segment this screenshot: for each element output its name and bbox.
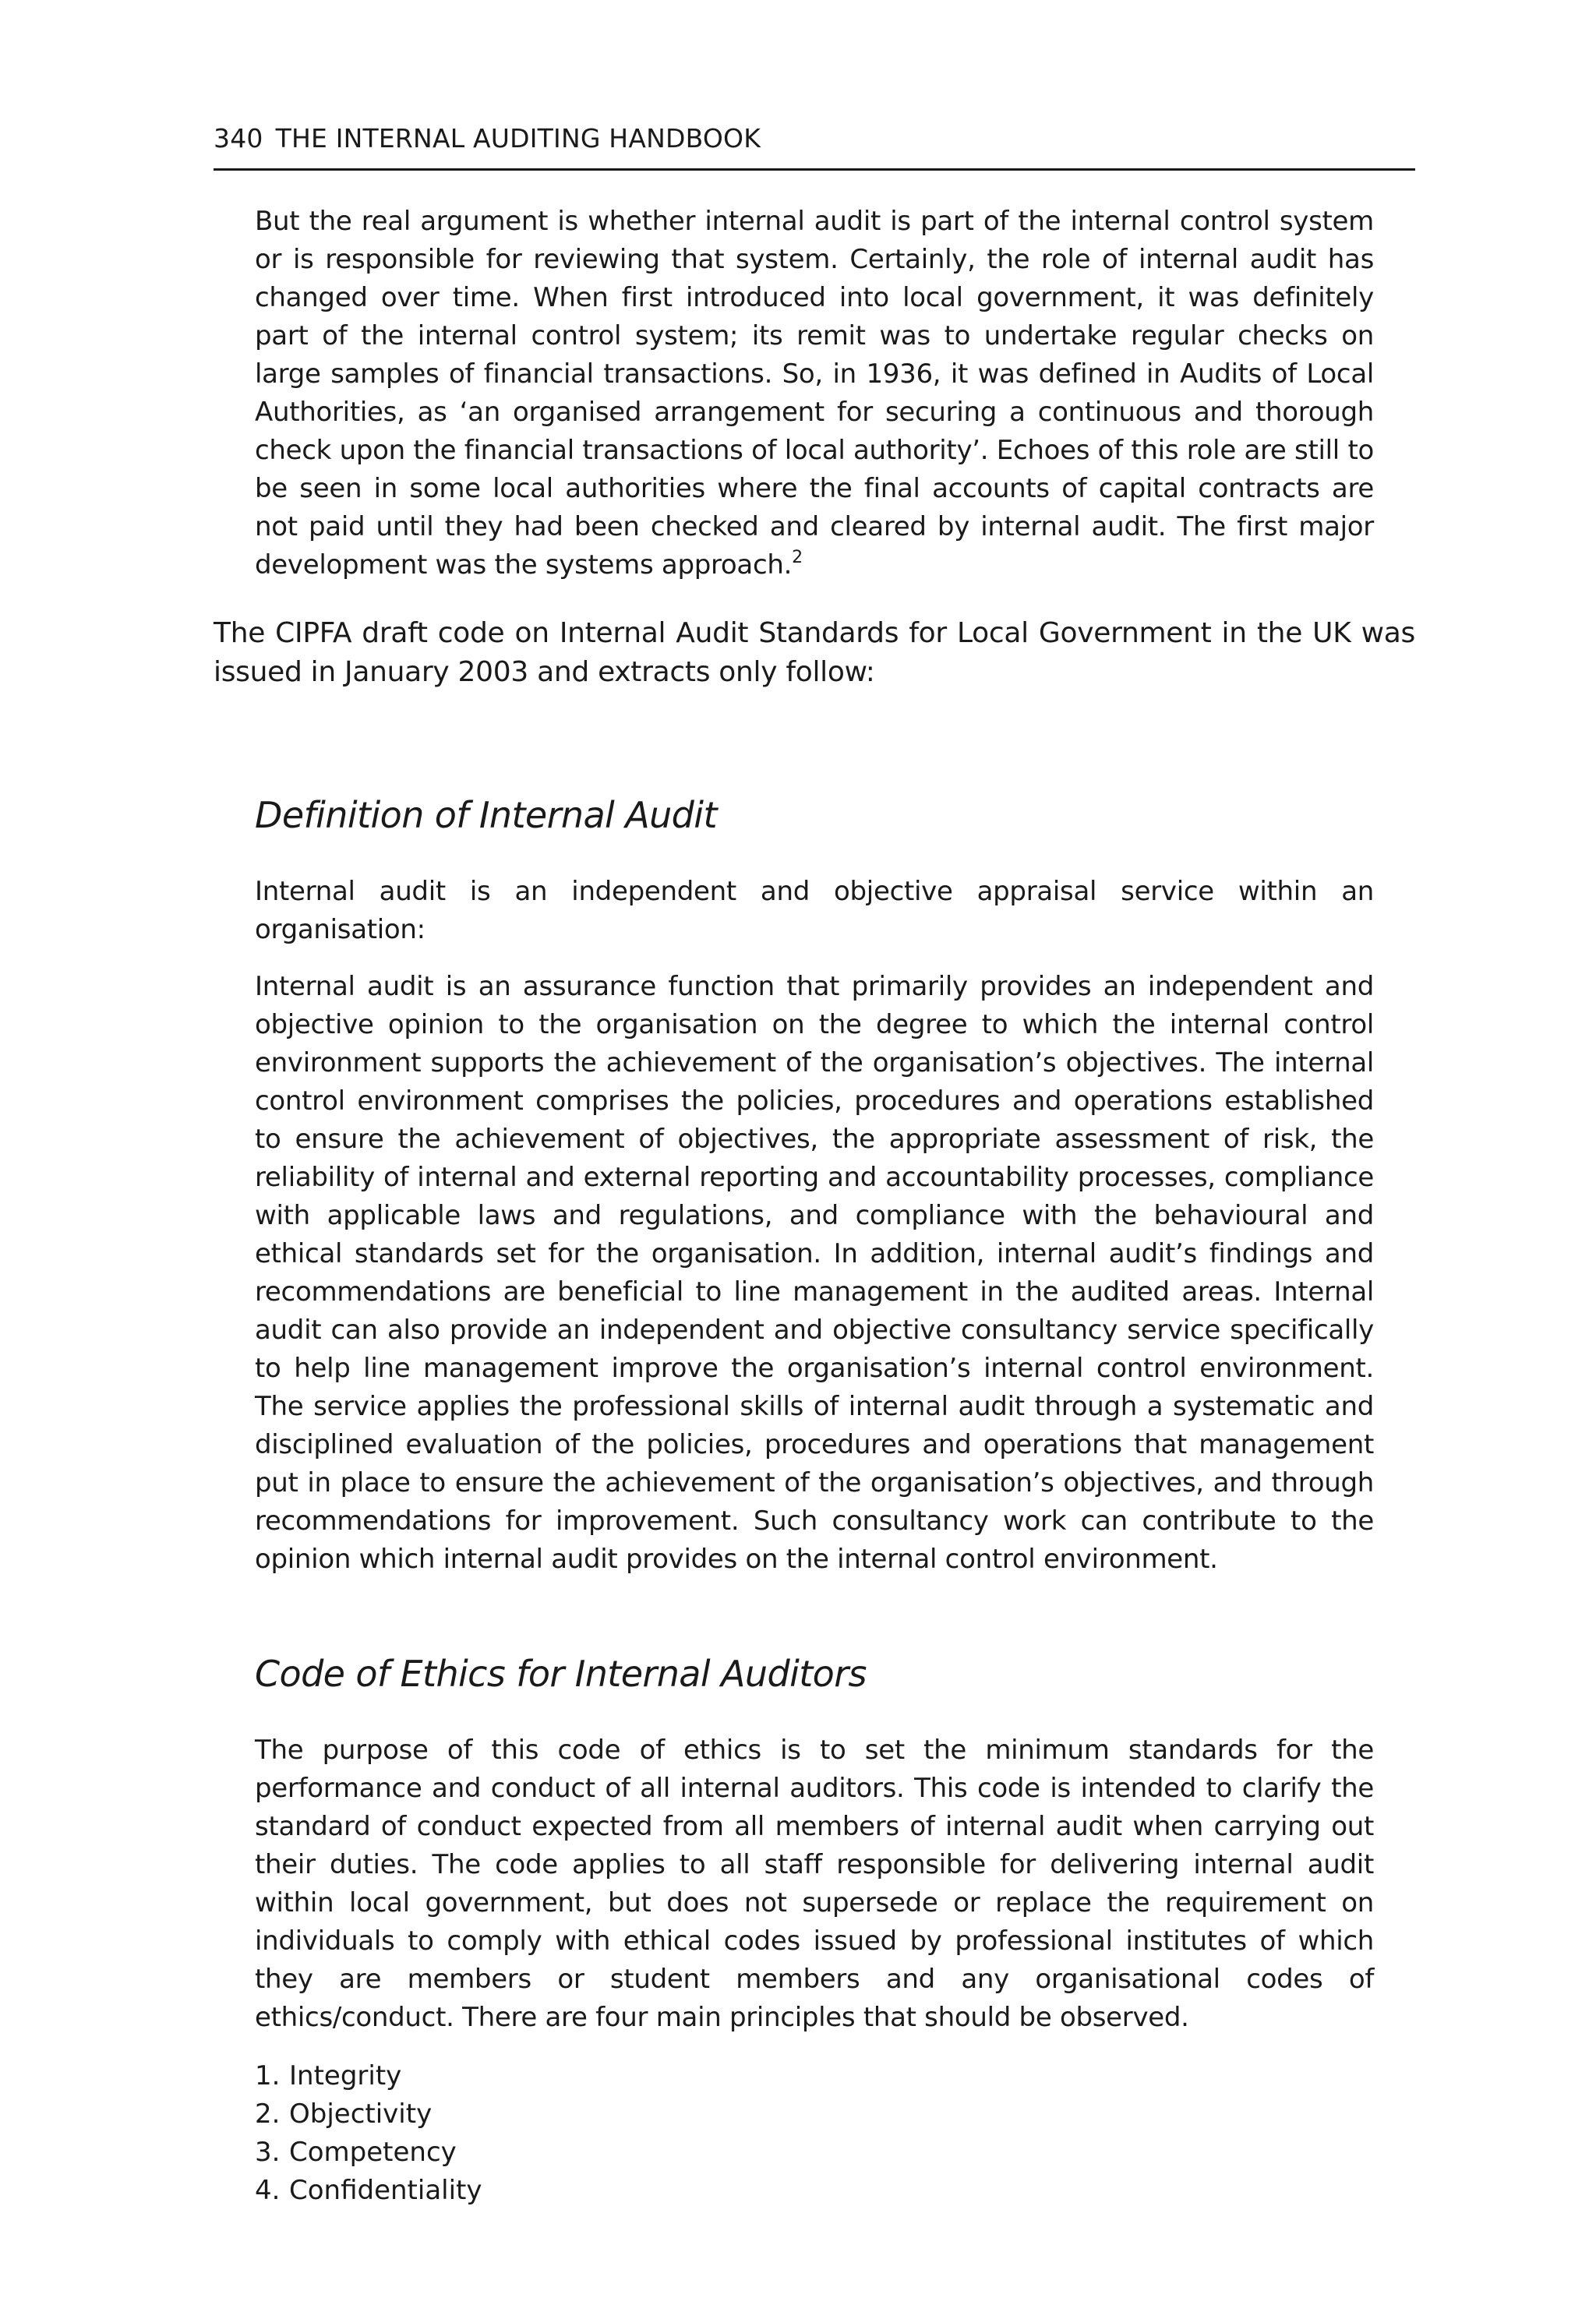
- definition-body: Internal audit is an assurance function that primarily provides an independent and objective opinion to the organisation on the degree to which the internal control environment supports the achievement of the organisation’s objectives. The internal control environment comprises the policies, procedures and operations established to ensure the achievement of objectives, the appropriate assessment of risk, the reliability of internal and external reporting and accountability processes, compliance with applicable laws and regulations, and compliance with the behavioural and ethical standards set for the organisation. In addition, internal audit’s findings and recommendations are beneficial to line management in the audited areas. Internal audit can also provide an independent and objective consultancy service specifically to help line management improve the organisation’s internal control environment. The service applies the professional skills of internal audit through a systematic and disciplined evaluation of the policies, procedures and operations that management put in place to ensure the achievement of the organisation’s objectives, and through recommendations for improvement. Such consultancy work can contribute to the opinion which internal audit provides on the internal control environment.: [255, 971, 1374, 1575]
- book-title: THE INTERNAL AUDITING HANDBOOK: [275, 123, 761, 154]
- list-item-label: Competency: [289, 2137, 457, 2168]
- page-number: 340: [214, 123, 263, 154]
- page-content: [214, 199, 1415, 2210]
- list-item-number: 2.: [255, 2098, 281, 2130]
- footnote-reference: 2: [792, 548, 803, 567]
- list-item: [255, 2057, 1415, 2095]
- ethics-body: The purpose of this code of ethics is to set the minimum standards for the performance and conduct of all internal auditors. This code is intended to clarify the standard of conduct expected from all members of internal audit when carrying out their duties. The code applies to all staff responsible for delivering internal audit within local government, but does not supersede or replace the requirement on individuals to comply with ethical codes issued by professional institutes of which they are members or student members and any organisational codes of ethics/conduct. There are four main principles that should be observed.: [255, 1735, 1374, 2033]
- list-item-number: 3.: [255, 2137, 281, 2168]
- block-quote: [255, 203, 1374, 584]
- list-item-label: Objectivity: [289, 2098, 433, 2130]
- list-item: [255, 2172, 1415, 2210]
- list-item-label: Integrity: [289, 2060, 402, 2091]
- list-item-number: 1.: [255, 2060, 281, 2091]
- list-item-number: 4.: [255, 2175, 281, 2206]
- definition-lead: Internal audit is an independent and objective appraisal service within an organisation:: [255, 876, 1374, 945]
- principles-list: [255, 2057, 1415, 2210]
- running-head: [214, 122, 1415, 171]
- list-item: [255, 2134, 1415, 2172]
- intro-paragraph: The CIPFA draft code on Internal Audit Standards for Local Government in the UK was issued in January 2003 and extracts only follow:: [214, 617, 1415, 688]
- section-heading-definition: Definition of Internal Audit: [255, 794, 717, 836]
- section-heading-ethics: Code of Ethics for Internal Auditors: [255, 1653, 867, 1695]
- block-quote-text: But the real argument is whether internal audit is part of the internal control system or is responsible for reviewing that system. Certainly, the role of internal audit has changed over time. When first introduced into local government, it was definitely part of the internal control system; its remit was to undertake regular checks on large samples of financial transactions. So, in 1936, it was defined in Audits of Local Authorities, as ‘an organised arrangement for securing a continuous and thorough check upon the financial transactions of local authority’. Echoes of this role are still to be seen in some local authorities where the final accounts of capital contracts are not paid until they had been checked and cleared by internal audit. The first major development was the systems approach.: [255, 206, 1374, 581]
- list-item: [255, 2095, 1415, 2134]
- list-item-label: Confidentiality: [289, 2175, 482, 2206]
